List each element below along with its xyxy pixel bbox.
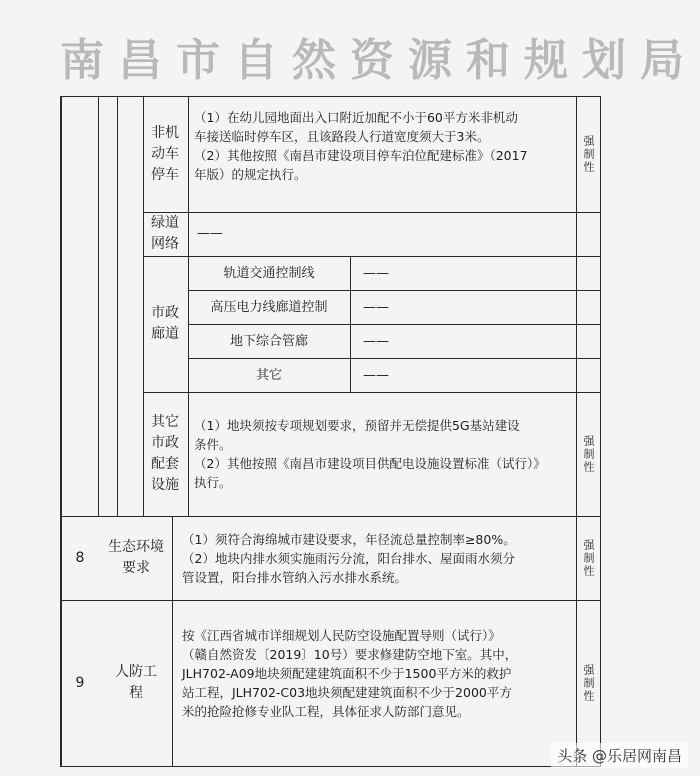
other-facilities-line: （2）其他按照《南昌市建设项目供配电设施设置标准（试行）》	[194, 456, 546, 471]
municipal-item-name: 其它	[255, 367, 282, 383]
greenway-value: ——	[197, 226, 223, 241]
eco-line: 管设置，阳台排水管纳入污水排水系统。	[182, 570, 408, 585]
nonmotor-line: 年版）的规定执行。	[194, 167, 307, 182]
table-border	[143, 96, 144, 516]
nonmotor-line: （2）其他按照《南昌市建设项目停车泊位配建标准》（2017	[194, 148, 528, 163]
municipal-item-name: 地下综合管廊	[229, 333, 308, 349]
eco-line: （2）地块内排水须实施雨污分流，阳台排水、屋面雨水须分	[182, 551, 515, 566]
civil-defense-line: 米的抢险抢修专业队工程，具体征求人防部门意见。	[182, 704, 470, 719]
municipal-item-value: ——	[363, 299, 389, 315]
civil-defense-line: JLH702-A09地块须配建建筑面积不少于1500平方米的救护	[182, 666, 512, 681]
table-border	[600, 96, 601, 766]
greenway-label: 绿道网络	[151, 215, 179, 252]
row-number: 9	[75, 674, 85, 691]
other-facilities-mandatory-tag: 强制性	[582, 434, 595, 474]
eco-label: 生态环境要求	[108, 539, 164, 576]
civil-defense-mandatory-tag: 强制性	[582, 663, 595, 703]
nonmotor-line: 车接送临时停车区，且该路段人行道宽度须大于3米。	[194, 129, 490, 144]
other-facilities-content	[194, 416, 574, 492]
eco-content	[182, 530, 574, 587]
municipal-item-name: 高压电力线廊道控制	[210, 299, 328, 315]
other-facilities-line: 条件。	[194, 437, 232, 452]
eco-mandatory-tag: 强制性	[582, 538, 595, 578]
table-border	[143, 392, 601, 393]
nonmotor-line: （1）在幼儿园地面出入口附近加配不小于60平方米非机动	[194, 110, 518, 125]
row-number: 8	[75, 549, 85, 566]
municipal-label: 市政廊道	[151, 305, 179, 342]
civil-defense-line: 站工程，JLH702-C03地块须配建建筑面积不少于2000平方	[182, 685, 512, 700]
municipal-item-value: ——	[363, 367, 389, 383]
source-watermark: 头条 @乐居网南昌	[551, 743, 688, 768]
other-facilities-line: （1）地块须按专项规划要求，预留并无偿提供5G基站建设	[194, 418, 520, 433]
table-border	[172, 516, 173, 766]
other-facilities-label: 其它市政配套设施	[151, 414, 179, 493]
municipal-item-name: 轨道交通控制线	[223, 265, 315, 281]
table-border	[60, 766, 601, 767]
other-facilities-line: 执行。	[194, 475, 232, 490]
civil-defense-line: （赣自然资发〔2019〕10号）要求修建防空地下室。其中，	[182, 647, 518, 662]
eco-line: （1）须符合海绵城市建设要求，年径流总量控制率≥80%。	[182, 532, 516, 547]
table-border	[576, 96, 577, 766]
municipal-item-value: ——	[363, 333, 389, 349]
table-border	[60, 96, 601, 97]
nonmotor-mandatory-tag: 强制性	[582, 134, 595, 174]
table-border	[117, 96, 118, 516]
page-header-title: 南昌市自然资源和规划局	[60, 35, 698, 86]
nonmotor-label: 非机动车停车	[151, 124, 179, 183]
table-border	[98, 96, 99, 516]
municipal-item-value: ——	[363, 265, 389, 281]
civil-defense-content	[182, 626, 574, 721]
civil-defense-label: 人防工程	[115, 664, 157, 701]
nonmotor-content	[194, 108, 574, 184]
civil-defense-line: 按《江西省城市详细规划人民防空设施配置导则（试行）》	[182, 628, 501, 643]
table-border	[188, 96, 189, 516]
